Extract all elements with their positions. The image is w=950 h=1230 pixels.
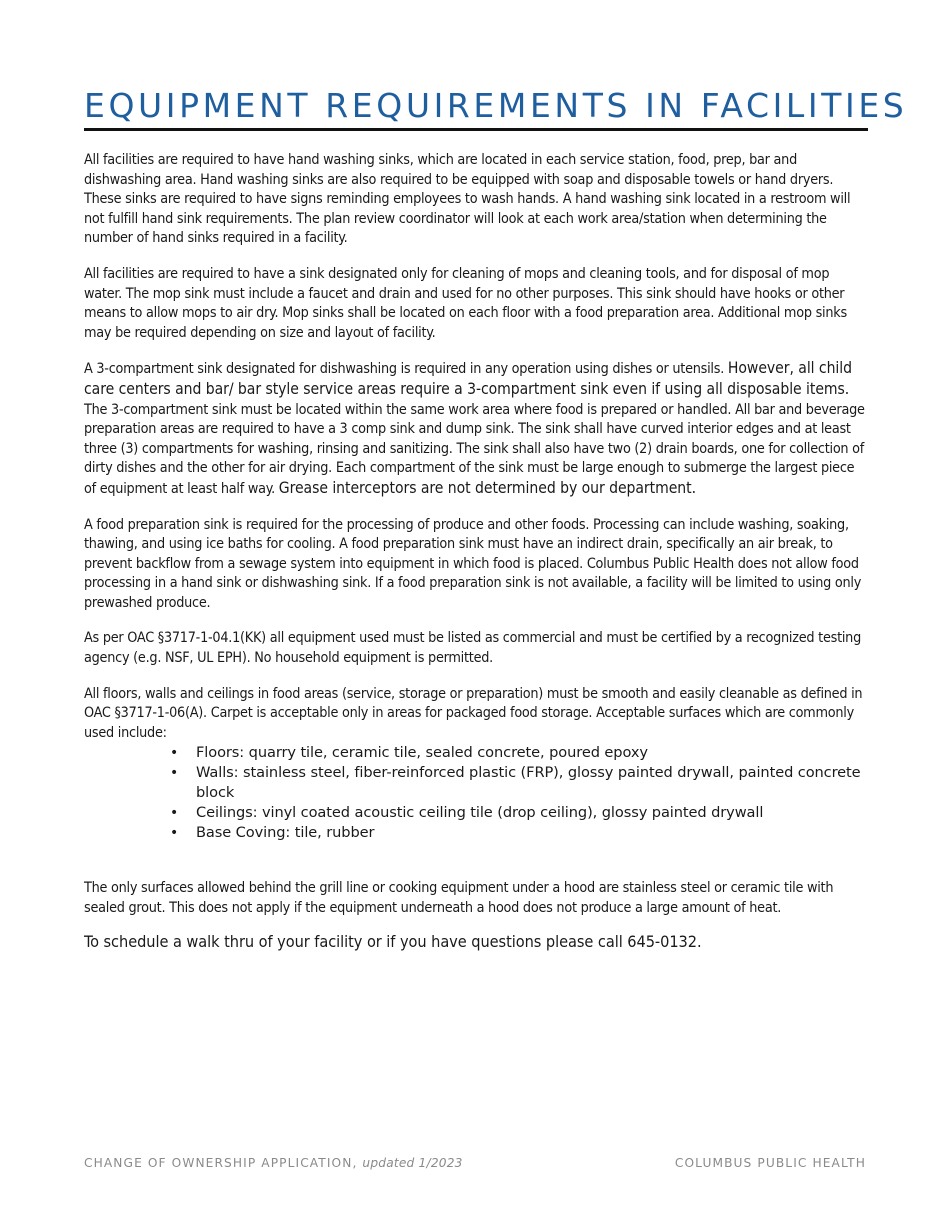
paragraph-hand-sinks: All facilities are required to have hand washing sinks, which are located in each service station, food, prep, bar and dishwashing area. Hand washing sinks are also required to be equipped with soap and disposable towels or hand dryers. These sinks are required to have signs reminding employees to wash hands. A hand washing sink located in a restroom will not fulfill hand sink requirements. The plan review coordinator will look at each work area/station when determining the number of hand sinks required in a facility. bbox=[84, 152, 851, 247]
list-item bbox=[170, 763, 868, 803]
footer-organization: COLUMBUS PUBLIC HEALTH bbox=[674, 1156, 866, 1170]
list-item-text: Walls: stainless steel, fiber-reinforced plastic (FRP), glossy painted drywall, painted concrete block bbox=[196, 764, 861, 802]
page-footer bbox=[84, 1156, 866, 1170]
bullet-icon: • bbox=[170, 825, 179, 842]
paragraph-contact: To schedule a walk thru of your facility or if you have questions please call 645-0132. bbox=[84, 931, 702, 951]
list-item bbox=[170, 743, 868, 763]
surface-list bbox=[84, 743, 868, 843]
document-page bbox=[84, 86, 908, 969]
paragraph-food-prep-sink: A food preparation sink is required for the processing of produce and other foods. Processing can include washing, soaking, thawing, and using ice baths for cooling. A food preparation sink must have an indirect drain, specifically an air break, to prevent backflow from a sewage system into equipment in which food is placed. Columbus Public Health does not allow food processing in a hand sink or dishwashing sink. If a food preparation sink is not available, a facility will be limited to using only prewashed produce. bbox=[84, 516, 862, 611]
list-item-text: Ceilings: vinyl coated acoustic ceiling tile (drop ceiling), glossy painted drywall bbox=[196, 804, 764, 822]
paragraph-mop-sinks: All facilities are required to have a sink designated only for cleaning of mops and cleaning tools, and for disposal of mop water. The mop sink must include a faucet and drain and used for no other purposes. This sink should have hooks or other means to allow mops to air dry. Mop sinks shall be located on each floor with a food preparation area. Additional mop sinks may be required depending on size and layout of facility. bbox=[84, 265, 847, 341]
spacer bbox=[84, 843, 868, 879]
footer-left bbox=[84, 1156, 463, 1170]
list-item-text: Base Coving: tile, rubber bbox=[196, 824, 375, 842]
list-item-text: Floors: quarry tile, ceramic tile, sealed concrete, poured epoxy bbox=[196, 744, 648, 762]
page-title: EQUIPMENT REQUIREMENTS IN FACILITIES bbox=[84, 86, 868, 131]
three-comp-text-1: A 3-compartment sink designated for dishwashing is required in any operation using dishes or utensils. bbox=[84, 361, 725, 378]
footer-application-name: CHANGE OF OWNERSHIP APPLICATION, bbox=[84, 1156, 358, 1170]
footer-updated-date: updated 1/2023 bbox=[362, 1156, 463, 1170]
bullet-icon: • bbox=[170, 745, 179, 762]
three-comp-text-2: However, all child care centers and bar/ bar style service areas require a 3-compartment sink even if using all disposable items. bbox=[84, 359, 852, 398]
paragraph-surfaces-intro: All floors, walls and ceilings in food areas (service, storage or preparation) must be smooth and easily cleanable as defined in OAC §3717-1-06(A). Carpet is acceptable only in areas for packaged food storage. Acceptable surfaces which are commonly used include: bbox=[84, 685, 863, 741]
paragraph-commercial-equipment: As per OAC §3717-1-04.1(KK) all equipment used must be listed as commercial and must be certified by a recognized testing agency (e.g. NSF, UL EPH). No household equipment is permitted. bbox=[84, 630, 861, 667]
bullet-icon: • bbox=[170, 765, 179, 782]
list-item bbox=[170, 803, 868, 823]
three-comp-text-4: Grease interceptors are not determined by our department. bbox=[278, 478, 696, 497]
list-item bbox=[170, 823, 868, 843]
paragraph-grill-line: The only surfaces allowed behind the grill line or cooking equipment under a hood are stainless steel or ceramic tile with sealed grout. This does not apply if the equipment underneath a hood does not produce a large amount of heat. bbox=[84, 880, 834, 917]
paragraph-three-compartment-sink bbox=[84, 359, 868, 499]
three-comp-text-3: The 3-compartment sink must be located within the same work area where food is prepared or handled. All bar and beverage preparation areas are required to have a 3 comp sink and dump sink. The sink shall have curved interior edges and at least three (3) compartments for washing, rinsing and sanitizing. The sink shall also have two (2) drain boards, one for collection of dirty dishes and the other for air drying. Each compartment of the sink must be large enough to submerge the largest piece of equipment at least half way. bbox=[84, 401, 865, 497]
bullet-icon: • bbox=[170, 805, 179, 822]
document-body bbox=[84, 151, 868, 953]
